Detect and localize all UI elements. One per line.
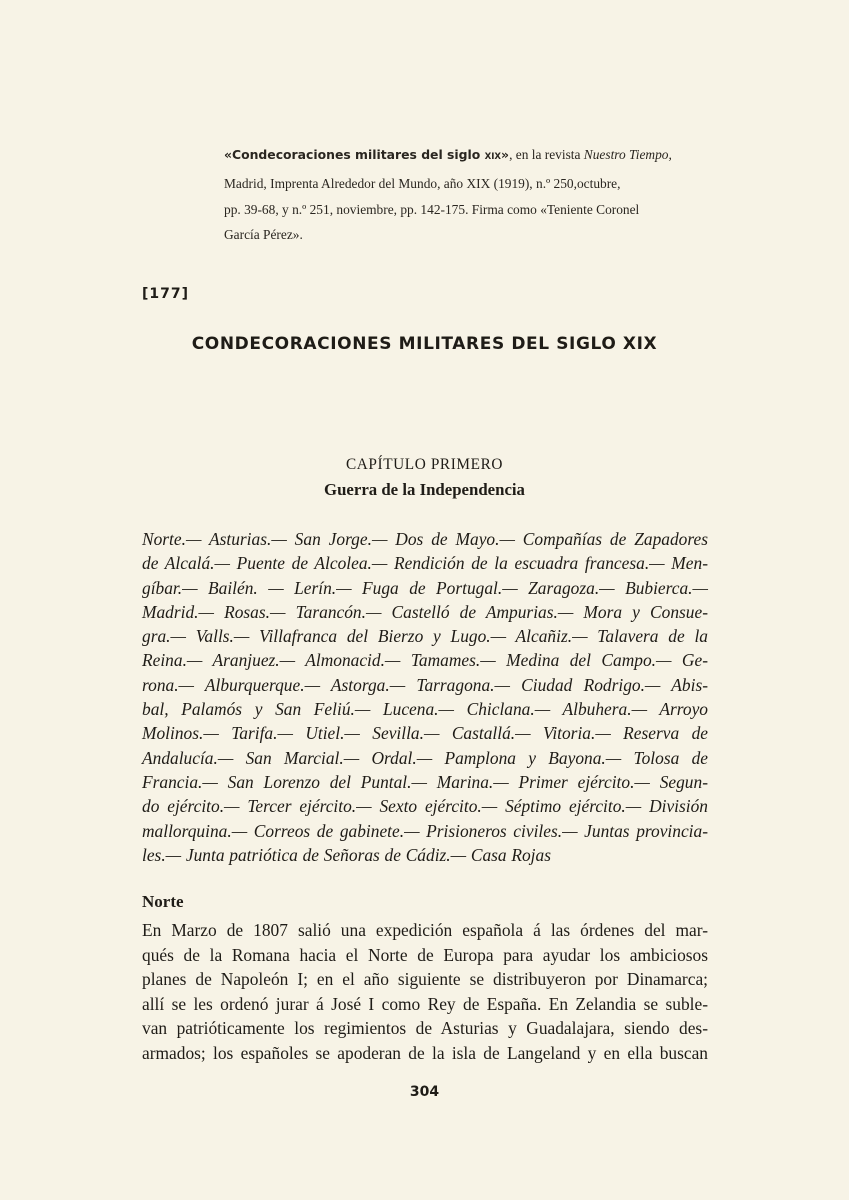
section-body xyxy=(142,918,708,1065)
chapter-index xyxy=(142,527,708,867)
body-line: armados; los españoles se apoderan de la isla de Langeland y en ella buscan xyxy=(142,1042,708,1063)
index-line: mallorquina.— Correos de gabinete.— Prisioneros civiles.— Juntas provincia- xyxy=(142,820,708,841)
body-line: En Marzo de 1807 salió una expedición española á las órdenes del mar- xyxy=(142,920,708,940)
body-line: van patrióticamente los regimientos de Asturias y Guadalajara, siendo des- xyxy=(142,1018,708,1038)
reference-line-2: Madrid, Imprenta Alrededor del Mundo, año XIX (1919), n.º 250,octubre, xyxy=(224,175,621,191)
reference-title: «Condecoraciones militares del siglo xyxy=(224,147,485,162)
index-line: les.— Junta patriótica de Señoras de Cádiz.— Casa Rojas xyxy=(142,844,551,865)
body-line: planes de Napoleón I; en el año siguiente se distribuyeron por Dinamarca; xyxy=(142,969,708,989)
index-line: do ejército.— Tercer ejército.— Sexto ejército.— Séptimo ejército.— División xyxy=(142,796,708,817)
index-line: Andalucía.— San Marcial.— Ordal.— Pamplona y Bayona.— Tolosa de xyxy=(142,747,708,768)
index-line: gra.— Valls.— Villafranca del Bierzo y Lugo.— Alcañiz.— Talavera de la xyxy=(142,626,708,647)
section-heading: Norte xyxy=(142,892,184,911)
reference-text: , en la revista xyxy=(509,147,584,162)
reference-journal: Nuestro Tiempo, xyxy=(583,147,672,162)
index-line: Madrid.— Rosas.— Tarancón.— Castelló de Ampurias.— Mora y Consue- xyxy=(142,601,708,622)
reference-line-3: pp. 39-68, y n.º 251, noviembre, pp. 142-175. Firma como «Teniente Coronel xyxy=(224,201,640,217)
index-line: bal, Palamós y San Feliú.— Lucena.— Chiclana.— Albuhera.— Arroyo xyxy=(142,699,708,720)
reference-title-century: XIX xyxy=(484,152,502,162)
index-line: Francia.— San Lorenzo del Puntal.— Marina.— Primer ejército.— Segun- xyxy=(142,771,708,792)
index-line: Molinos.— Tarifa.— Utiel.— Sevilla.— Castallá.— Vitoria.— Reserva de xyxy=(142,723,708,744)
index-line: de Alcalá.— Puente de Alcolea.— Rendición de la escuadra francesa.— Men- xyxy=(142,553,708,574)
body-line: qués de la Romana hacia el Norte de Europa para ayudar los ambiciosos xyxy=(142,944,708,965)
index-line: gíbar.— Bailén. — Lerín.— Fuga de Portugal.— Zaragoza.— Bubierca.— xyxy=(142,577,708,598)
chapter-label: CAPÍTULO PRIMERO xyxy=(345,456,504,473)
chapter-subtitle: Guerra de la Independencia xyxy=(324,480,525,499)
index-line: rona.— Alburquerque.— Astorga.— Tarragona.— Ciudad Rodrigo.— Abis- xyxy=(142,674,708,695)
reference-line-1 xyxy=(224,142,684,171)
reference-line-4: García Pérez». xyxy=(224,227,303,243)
index-line: Reina.— Aranjuez.— Almonacid.— Tamames.— Medina del Campo.— Ge- xyxy=(142,650,708,671)
index-line: Norte.— Asturias.— San Jorge.— Dos de Mayo.— Compañías de Zapadores xyxy=(142,529,708,549)
page-title: CONDECORACIONES MILITARES DEL SIGLO XIX xyxy=(191,334,658,354)
page-number: 304 xyxy=(409,1084,440,1100)
entry-number: [177] xyxy=(142,286,190,302)
body-line: allí se les ordenó jurar á José I como Rey de España. En Zelandia se suble- xyxy=(142,993,708,1014)
reference-title-close: » xyxy=(501,147,510,162)
bibliographic-reference xyxy=(224,142,684,248)
